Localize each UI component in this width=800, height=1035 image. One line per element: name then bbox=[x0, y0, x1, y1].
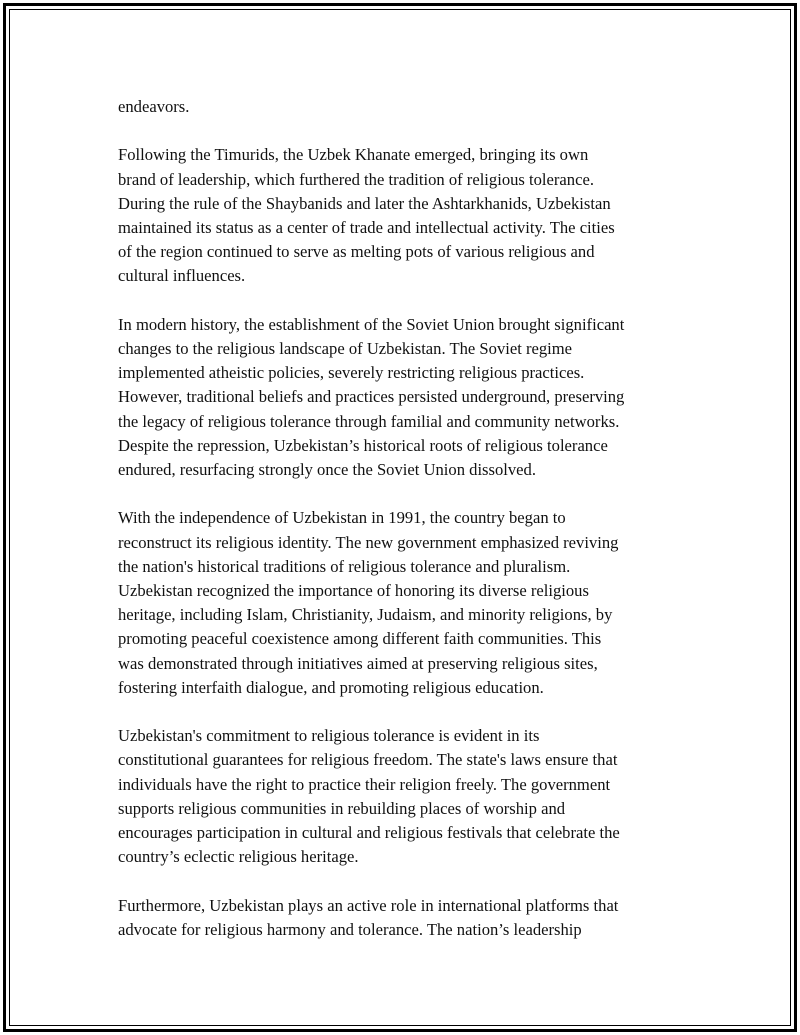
text-line: individuals have the right to practice their religion freely. The government bbox=[118, 774, 611, 794]
paragraph-6 bbox=[118, 894, 690, 942]
text-line: cultural influences. bbox=[118, 266, 246, 286]
text-line: With the independence of Uzbekistan in 1991, the country began to bbox=[118, 508, 566, 528]
text-line: Despite the repression, Uzbekistan’s historical roots of religious tolerance bbox=[118, 435, 608, 455]
text-line: encourages participation in cultural and religious festivals that celebrate the bbox=[118, 823, 620, 843]
text-line: However, traditional beliefs and practices persisted underground, preserving bbox=[118, 387, 625, 407]
text-line: Uzbekistan recognized the importance of honoring its diverse religious bbox=[118, 581, 589, 601]
paragraph-4 bbox=[118, 506, 690, 700]
text-line: heritage, including Islam, Christianity, Judaism, and minority religions, by bbox=[118, 605, 613, 625]
text-line: During the rule of the Shaybanids and later the Ashtarkhanids, Uzbekistan bbox=[118, 193, 611, 213]
text-line: endeavors. bbox=[118, 97, 190, 116]
paragraph-2 bbox=[118, 143, 690, 288]
text-line: Following the Timurids, the Uzbek Khanate emerged, bringing its own bbox=[118, 145, 589, 165]
text-line: promoting peaceful coexistence among different faith communities. This bbox=[118, 629, 602, 649]
text-line: was demonstrated through initiatives aimed at preserving religious sites, bbox=[118, 653, 598, 673]
text-line: endured, resurfacing strongly once the Soviet Union dissolved. bbox=[118, 460, 536, 480]
text-line: maintained its status as a center of trade and intellectual activity. The cities bbox=[118, 218, 615, 237]
text-line: reconstruct its religious identity. The new government emphasized reviving bbox=[118, 532, 619, 552]
text-line: the legacy of religious tolerance through familial and community networks. bbox=[118, 411, 620, 431]
text-line: supports religious communities in rebuilding places of worship and bbox=[118, 798, 566, 818]
text-line: brand of leadership, which furthered the tradition of religious tolerance. bbox=[118, 169, 594, 189]
document-body bbox=[118, 95, 690, 966]
text-line: the nation's historical traditions of religious tolerance and pluralism. bbox=[118, 556, 571, 576]
text-line: changes to the religious landscape of Uzbekistan. The Soviet regime bbox=[118, 339, 573, 358]
text-line: of the region continued to serve as melting pots of various religious and bbox=[118, 242, 595, 262]
paragraph-3 bbox=[118, 313, 690, 482]
text-line: In modern history, the establishment of the Soviet Union brought significant bbox=[118, 314, 625, 334]
text-line: fostering interfaith dialogue, and promoting religious education. bbox=[118, 677, 544, 697]
text-line: constitutional guarantees for religious freedom. The state's laws ensure that bbox=[118, 750, 618, 770]
text-line: country’s eclectic religious heritage. bbox=[118, 847, 359, 867]
text-line: advocate for religious harmony and tolerance. The nation’s leadership bbox=[118, 919, 582, 939]
text-line: Uzbekistan's commitment to religious tolerance is evident in its bbox=[118, 726, 540, 746]
text-line: Furthermore, Uzbekistan plays an active role in international platforms that bbox=[118, 895, 619, 915]
text-line: implemented atheistic policies, severely restricting religious practices. bbox=[118, 363, 585, 383]
paragraph-5 bbox=[118, 724, 690, 869]
paragraph-1 bbox=[118, 95, 690, 119]
